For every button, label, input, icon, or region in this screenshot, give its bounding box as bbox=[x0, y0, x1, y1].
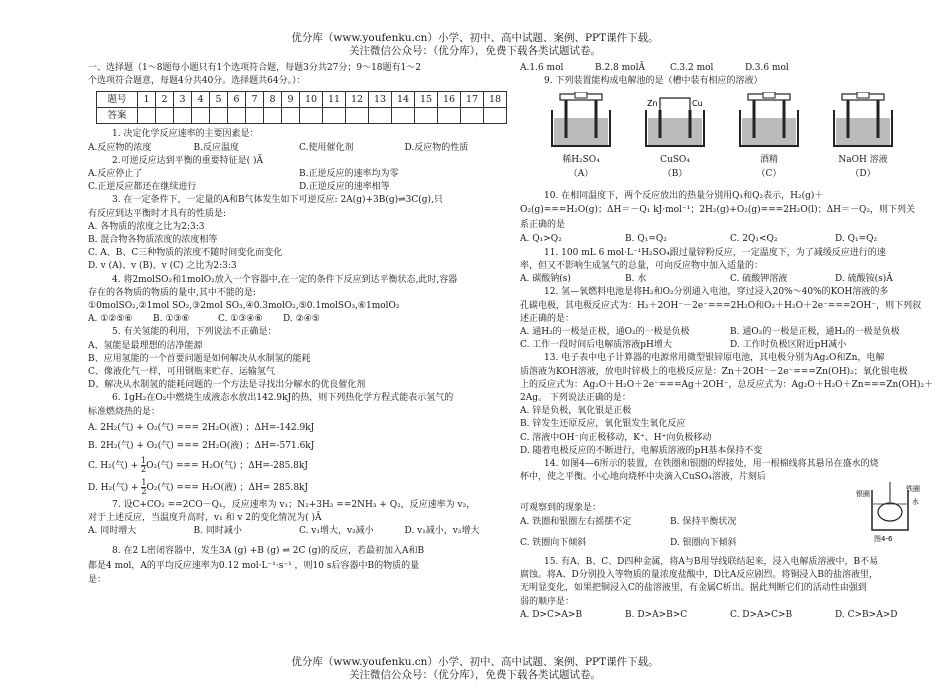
q14-stem-c: 可观察到的现象是： bbox=[520, 503, 602, 514]
cell-label: CuSO₄ bbox=[660, 155, 690, 166]
answer-number: 7 bbox=[246, 92, 264, 108]
header-line-2: 关注微信公众号：（优分库），免费下载各类试题试卷。 bbox=[349, 45, 601, 57]
option[interactable]: B. 混合物各物质浓度的浓度相等 bbox=[88, 235, 218, 246]
q4-stem-a: 4. 将2molSO₂和1molO₂放入一个容器中,在一定的条件下反应到达平衡状态,此时,容器 bbox=[112, 274, 458, 285]
section-intro-a: 一、选择题（1～8题每小题只有1个选项符合题，每题3分共27分；9～18题有1～2 bbox=[88, 63, 421, 73]
answer-cell[interactable] bbox=[369, 108, 392, 124]
q15-stem-a: 15. 有A、B、C、D四种金属，将A与B用导线联结起来，浸入电解质溶液中，B不易 bbox=[544, 557, 879, 568]
q9-figures bbox=[540, 92, 940, 180]
option[interactable]: A. 铁圈和银圈左右摇摆不定 bbox=[520, 516, 632, 527]
figure-label-iron: 铁圈 bbox=[906, 485, 920, 494]
cell-tag: （B） bbox=[662, 168, 688, 179]
option[interactable]: C、像液化气一样，可用钢瓶来贮存、运输氢气 bbox=[88, 367, 275, 378]
answer-cell[interactable] bbox=[461, 108, 484, 124]
answer-table-number-row bbox=[97, 92, 507, 108]
answer-cell[interactable] bbox=[138, 108, 156, 124]
answer-cell[interactable] bbox=[346, 108, 369, 124]
q10-stem-c: 系正确的是 bbox=[520, 219, 566, 230]
option[interactable]: D. ②④⑤ bbox=[283, 314, 320, 325]
cell-figure-c bbox=[728, 92, 810, 180]
option[interactable] bbox=[88, 455, 510, 477]
q13-stem-d: 2Ag。 下列说法正确的是： bbox=[520, 393, 631, 404]
q8-stem-c: 是： bbox=[88, 575, 107, 586]
option[interactable]: C. 铁圈向下倾斜 bbox=[520, 537, 587, 548]
option[interactable]: C.使用催化剂 bbox=[299, 142, 354, 153]
option[interactable]: D.正逆反应的速率相等 bbox=[299, 182, 390, 193]
answer-cell[interactable] bbox=[192, 108, 210, 124]
q12-stem-c: 述正确的是： bbox=[520, 313, 575, 324]
q14-options-1 bbox=[520, 516, 820, 529]
option[interactable]: C. v₁增大，v₂减小 bbox=[299, 526, 374, 537]
option[interactable]: B. 通O₂的一极是正极，通H₂的一极是负极 bbox=[730, 327, 900, 338]
option[interactable]: A. ①②⑤⑥ bbox=[88, 314, 133, 325]
answer-number: 1 bbox=[138, 92, 156, 108]
fraction-denominator: 2 bbox=[141, 464, 147, 474]
answer-cell[interactable] bbox=[300, 108, 323, 124]
option[interactable]: A. 同时增大 bbox=[88, 526, 137, 537]
q6-option-c-post: O₂(气) === H₂O(气) ；ΔH=-285.8kJ bbox=[146, 460, 308, 471]
q7-stem-a: 7. 设C+CO₂ ==2CO－Q₁，反应速率为 v₁；N₂+3H₂ ==2NH₃ + Q₂，反应速率为 v₂， bbox=[112, 499, 476, 510]
answer-cell[interactable] bbox=[264, 108, 282, 124]
answer-cell[interactable] bbox=[484, 108, 507, 124]
q4-options bbox=[88, 313, 348, 326]
option[interactable]: A.反应停止了 bbox=[88, 169, 143, 180]
cell-tag: （A） bbox=[568, 168, 594, 179]
q14-block bbox=[520, 458, 940, 550]
q12-options-2 bbox=[520, 339, 940, 352]
q10-options bbox=[520, 232, 940, 247]
q11-options bbox=[520, 273, 940, 286]
q12-stem-a: 12. 氢—氧燃料电池是将H₂和O₂分别通入电池，穿过浸入20%～40%的KOH溶液的多 bbox=[544, 287, 889, 298]
answer-number: 13 bbox=[369, 92, 392, 108]
cell-tag: （C） bbox=[756, 168, 782, 179]
galvanic-cell-icon bbox=[634, 92, 716, 154]
q15-stem-d: 弱的顺序是： bbox=[520, 596, 575, 607]
option[interactable]: D. 银圈向下倾斜 bbox=[670, 537, 737, 548]
q11-stem-b: 率，但又不影响生成氢气的总量，可向反应物中加入适量的： bbox=[520, 261, 764, 272]
option[interactable]: A. 各物质的浓度之比为2:3:3 bbox=[88, 221, 205, 232]
cell-figure-a bbox=[540, 92, 622, 180]
option[interactable]: C.正逆反应都还在继续进行 bbox=[88, 182, 197, 193]
q12-options-1 bbox=[520, 326, 940, 339]
q14-stem-b: 杯中，使之平衡。小心地向烧杯中央滴入CuSO₄溶液，片刻后 bbox=[520, 472, 766, 483]
option[interactable]: A. D>C>A>B bbox=[520, 609, 583, 620]
answer-cell[interactable] bbox=[228, 108, 246, 124]
answer-number: 10 bbox=[300, 92, 323, 108]
option[interactable]: B. D>A>B>C bbox=[625, 609, 688, 620]
q13-stem-b: 质溶液为KOH溶液，放电时锌极上的电极反应是：Zn＋2OH⁻－2e⁻===Zn(OH)₂；氧化银电极 bbox=[520, 366, 908, 377]
answer-cell[interactable] bbox=[174, 108, 192, 124]
beaker-ring-figure-icon bbox=[856, 482, 928, 544]
answer-number: 9 bbox=[282, 92, 300, 108]
q4-stem-b: 存在的各物质的物质的量中,其中不能的是: bbox=[88, 287, 256, 298]
answer-number: 4 bbox=[192, 92, 210, 108]
cell-label: 酒精 bbox=[759, 155, 778, 166]
q8-options bbox=[520, 62, 820, 75]
q13-stem-c: 上的反应式为：Ag₂O＋H₂O＋2e⁻===Ag＋2OH⁻，总反应式为：Ag₂O＋H₂O＋Zn===Zn(OH)₂＋ bbox=[520, 379, 934, 390]
answer-cell[interactable] bbox=[210, 108, 228, 124]
option[interactable]: D. Q₁=Q₂ bbox=[835, 234, 878, 245]
q10-stem-a: 10. 在相同温度下，两个反应放出的热量分别用Q₁和Q₂表示，H₂(g)＋ bbox=[544, 190, 824, 201]
q1-options bbox=[88, 142, 510, 155]
q8-stem-b: 都是4 mol，A的平均反应速率为0.12 mol·L⁻¹·s⁻¹ ，则10 s后容器中B的物质的量 bbox=[88, 560, 420, 571]
q2-stem: 2.可逆反应达到平衡的重要特征是( )Ā bbox=[112, 155, 263, 166]
electrolysis-cell-icon bbox=[728, 92, 810, 154]
page-footer bbox=[0, 656, 950, 682]
option[interactable]: B. 保持平衡状况 bbox=[670, 516, 737, 527]
q13-stem-a: 13. 电子表中电子计算器的电源常用微型银锌原电池，其电极分别为Ag₂O和Zn，电解 bbox=[544, 353, 885, 364]
option[interactable]: B. 水 bbox=[625, 274, 647, 285]
option[interactable]: A. Q₁>Q₂ bbox=[520, 234, 562, 245]
header-line-1: 优分库（www.youfenku.cn）小学、初中、高中试题、案例、PPT课件下载。 bbox=[291, 32, 659, 44]
q7-options bbox=[88, 525, 510, 538]
footer-line-2: 关注微信公众号：（优分库），免费下载各类试题试卷。 bbox=[349, 669, 601, 681]
option[interactable]: C.3.2 mol bbox=[670, 63, 714, 73]
option[interactable]: A. 2H₂(气) + O₂(气) === 2H₂O(液) ；ΔH=-142.9kJ bbox=[88, 422, 315, 433]
q15-stem-b: 腐蚀。将A、D分别投入等物质的量浓度盐酸中，D比A反应剧烈。将铜浸入B的盐溶液里， bbox=[520, 570, 879, 581]
option[interactable]: D. v (A)、v (B)、v (C) 之比为2:3:3 bbox=[88, 261, 237, 272]
answer-number: 2 bbox=[156, 92, 174, 108]
q2-options-1 bbox=[88, 168, 510, 181]
left-column bbox=[88, 62, 510, 588]
option[interactable]: C. 工作一段时间后电解质溶液pH增大 bbox=[520, 340, 672, 351]
q6-stem-a: 6. 1gH₂在O₂中燃烧生成液态水放出142.9kJ的热，则下列热化学方程式能表示氢气的 bbox=[112, 393, 454, 404]
option[interactable]: A. 碳酸钠(s) bbox=[520, 274, 571, 285]
q11-stem-a: 11. 100 mL 6 mol·L⁻¹H₂SO₄跟过量锌粉反应，一定温度下，为了减缓反应进行的速 bbox=[544, 247, 886, 258]
option[interactable] bbox=[88, 477, 510, 499]
option[interactable]: D.3.6 mol bbox=[745, 63, 789, 73]
option[interactable]: D. 工作时负极区附近pH减小 bbox=[730, 340, 847, 351]
q3-stem-b: 有反应到达平衡时才具有的性质是: bbox=[88, 208, 227, 219]
page-header bbox=[0, 32, 950, 58]
option[interactable]: B. 2H₂(气) + O₂(气) === 2H₂O(液) ；ΔH=-571.6kJ bbox=[88, 440, 315, 451]
option[interactable]: B.2.8 molĀ bbox=[595, 63, 645, 73]
cell-label: 稀H₂SO₄ bbox=[562, 155, 600, 166]
answer-cell[interactable] bbox=[282, 108, 300, 124]
q4-items: ①0molSO₂,②1mol SO₂,③2mol SO₃,④0.3molO₂,⑤0.1molSO₃,⑥1molO₂ bbox=[88, 301, 400, 312]
option[interactable]: A、氢能是最理想的洁净能源 bbox=[88, 340, 203, 351]
option[interactable]: D. 随着电极反应的不断进行，电解质溶液的pH基本保持不变 bbox=[520, 445, 763, 456]
figure-label-silver: 银圈 bbox=[856, 490, 870, 499]
answer-number: 5 bbox=[210, 92, 228, 108]
fraction-numerator: 1 bbox=[141, 455, 147, 465]
q6-stem-b: 标准燃烧热的是： bbox=[88, 406, 161, 417]
q2-options-2 bbox=[88, 181, 510, 194]
option[interactable]: B、应用氢能的一个首要问题是如何解决从水制氢的能耗 bbox=[88, 353, 311, 364]
option[interactable]: B.正逆反应的速率均为零 bbox=[299, 169, 399, 180]
option[interactable]: C. 2Q₁<Q₂ bbox=[730, 234, 778, 245]
answer-number: 11 bbox=[323, 92, 346, 108]
answer-cell[interactable] bbox=[323, 108, 346, 124]
electrode-label-cu: Cu bbox=[692, 99, 703, 109]
cell-tag: （D） bbox=[850, 168, 876, 179]
option[interactable]: D. C>B>A>D bbox=[835, 609, 898, 620]
answer-table-answer-row bbox=[97, 108, 507, 124]
option[interactable]: B. ①③⑥ bbox=[153, 314, 190, 325]
option[interactable]: B. 锌发生还原反应，氧化银发生氧化反应 bbox=[520, 419, 686, 430]
answer-cell[interactable] bbox=[246, 108, 264, 124]
answer-cell[interactable] bbox=[438, 108, 461, 124]
q6-option-d-post: O₂(气) === H₂O(液) ；ΔH= 285.8kJ bbox=[146, 482, 309, 493]
q7-stem-b: 对于上述反应，当温度升高时，v₁ 和 v 2的变化情况为( )Ā bbox=[88, 513, 322, 524]
answer-cell[interactable] bbox=[392, 108, 415, 124]
q12-stem-b: 孔碳电极，其电极反应式为：H₂＋2OH⁻－2e⁻===2H₂O和O₂＋H₂O＋2e⁻===2OH⁻，则下列叙 bbox=[520, 300, 922, 311]
cell-label: NaOH 溶液 bbox=[838, 155, 888, 166]
answer-table bbox=[96, 91, 507, 124]
option[interactable]: B.反应温度 bbox=[193, 142, 239, 153]
q14-options-2 bbox=[520, 537, 820, 550]
section-intro-b: 个选项符合题意，每题4分共40分。选择题共64分。）： bbox=[88, 76, 306, 87]
option[interactable]: D. 硫酸铵(s)Ā bbox=[835, 274, 893, 285]
option[interactable]: C. 溶液中OH⁻向正极移动，K⁺、H⁺向负极移动 bbox=[520, 432, 712, 443]
q9-stem: 9. 下列装置能构成电解池的是（槽中装有相应的溶液） bbox=[544, 76, 763, 87]
option[interactable]: C. D>A>C>B bbox=[730, 609, 793, 620]
fraction-numerator: 1 bbox=[141, 477, 147, 487]
figure-caption: 图4-6 bbox=[874, 535, 893, 544]
footer-line-1: 优分库（www.youfenku.cn）小学、初中、高中试题、案例、PPT课件下载。 bbox=[291, 656, 659, 668]
electrolysis-cell-icon bbox=[822, 92, 904, 154]
q15-options bbox=[520, 609, 940, 622]
answer-cell[interactable] bbox=[156, 108, 174, 124]
option[interactable]: A.反应物的浓度 bbox=[88, 142, 152, 153]
q14-stem-a: 14. 如图4—6所示的装置，在铁圈和银圈的焊接处，用一根棉线将其悬吊在盛水的烧 bbox=[544, 459, 879, 470]
option[interactable]: C. ①③④⑥ bbox=[218, 314, 263, 325]
answer-number: 14 bbox=[392, 92, 415, 108]
answer-number: 6 bbox=[228, 92, 246, 108]
answer-number: 18 bbox=[484, 92, 507, 108]
option[interactable]: D.反应物的性质 bbox=[404, 142, 469, 153]
right-column bbox=[520, 62, 940, 622]
cell-figure-d bbox=[822, 92, 904, 180]
answer-number: 3 bbox=[174, 92, 192, 108]
option[interactable]: C. 硫酸钾溶液 bbox=[730, 274, 788, 285]
option[interactable]: B. 同时减小 bbox=[193, 526, 242, 537]
option[interactable]: A.1.6 mol bbox=[520, 63, 564, 73]
fraction-denominator: 2 bbox=[141, 486, 147, 496]
electrolysis-cell-icon bbox=[540, 92, 622, 154]
figure-label-water: 水 bbox=[912, 498, 919, 507]
answer-number: 8 bbox=[264, 92, 282, 108]
q6-option-d-pre: D. H₂(气) + bbox=[88, 482, 142, 493]
option[interactable]: A. 通H₂的一极是正极，通O₂的一极是负极 bbox=[520, 327, 690, 338]
q5-stem: 5. 有关氢能的利用，下列说法不正确是： bbox=[112, 327, 277, 338]
cell-figure-b bbox=[634, 92, 716, 180]
q3-stem-a: 3. 在一定条件下，一定量的A和B气体发生如下可逆反应: 2A(g)+3B(g)⇌3C(g),只 bbox=[112, 195, 443, 206]
option[interactable]: D. v₁减小，v₂增大 bbox=[404, 526, 480, 537]
option[interactable]: B. Q₁=Q₂ bbox=[625, 234, 667, 245]
q1-stem: 1. 决定化学反应速率的主要因素是： bbox=[112, 129, 259, 140]
answer-table-row-label: 题号 bbox=[97, 92, 138, 108]
option[interactable]: C. A、B、C三种物质的浓度不随时间变化而变化 bbox=[88, 248, 283, 259]
answer-number: 15 bbox=[415, 92, 438, 108]
q8-stem-a: 8. 在2 L密闭容器中，发生3A (g) +B (g) ⇌ 2C (g)的反应，若最初加入A和B bbox=[112, 546, 425, 557]
answer-number: 12 bbox=[346, 92, 369, 108]
option[interactable]: D、解决从水制氢的能耗问题的一个方法是寻找出分解水的优良催化剂 bbox=[88, 380, 366, 391]
electrode-label-zn: Zn bbox=[647, 99, 658, 109]
q10-stem-b: O₂(g)===H₂O(g)；ΔH＝－Q₁ kJ·mol⁻¹；2H₂(g)+O₂(g)===2H₂O(l)；ΔH＝－Q₂，则下列关 bbox=[520, 205, 916, 216]
q6-option-c-pre: C. H₂(气) + bbox=[88, 460, 142, 471]
option[interactable]: A. 锌是负极，氧化银是正极 bbox=[520, 406, 632, 417]
q15-stem-c: 无明显变化，如果把铜浸入C的盐溶液里，有金属C析出。据此判断它们的活动性由强到 bbox=[520, 583, 867, 594]
answer-number: 16 bbox=[438, 92, 461, 108]
answer-table-row-label: 答案 bbox=[97, 108, 138, 124]
answer-cell[interactable] bbox=[415, 108, 438, 124]
answer-number: 17 bbox=[461, 92, 484, 108]
